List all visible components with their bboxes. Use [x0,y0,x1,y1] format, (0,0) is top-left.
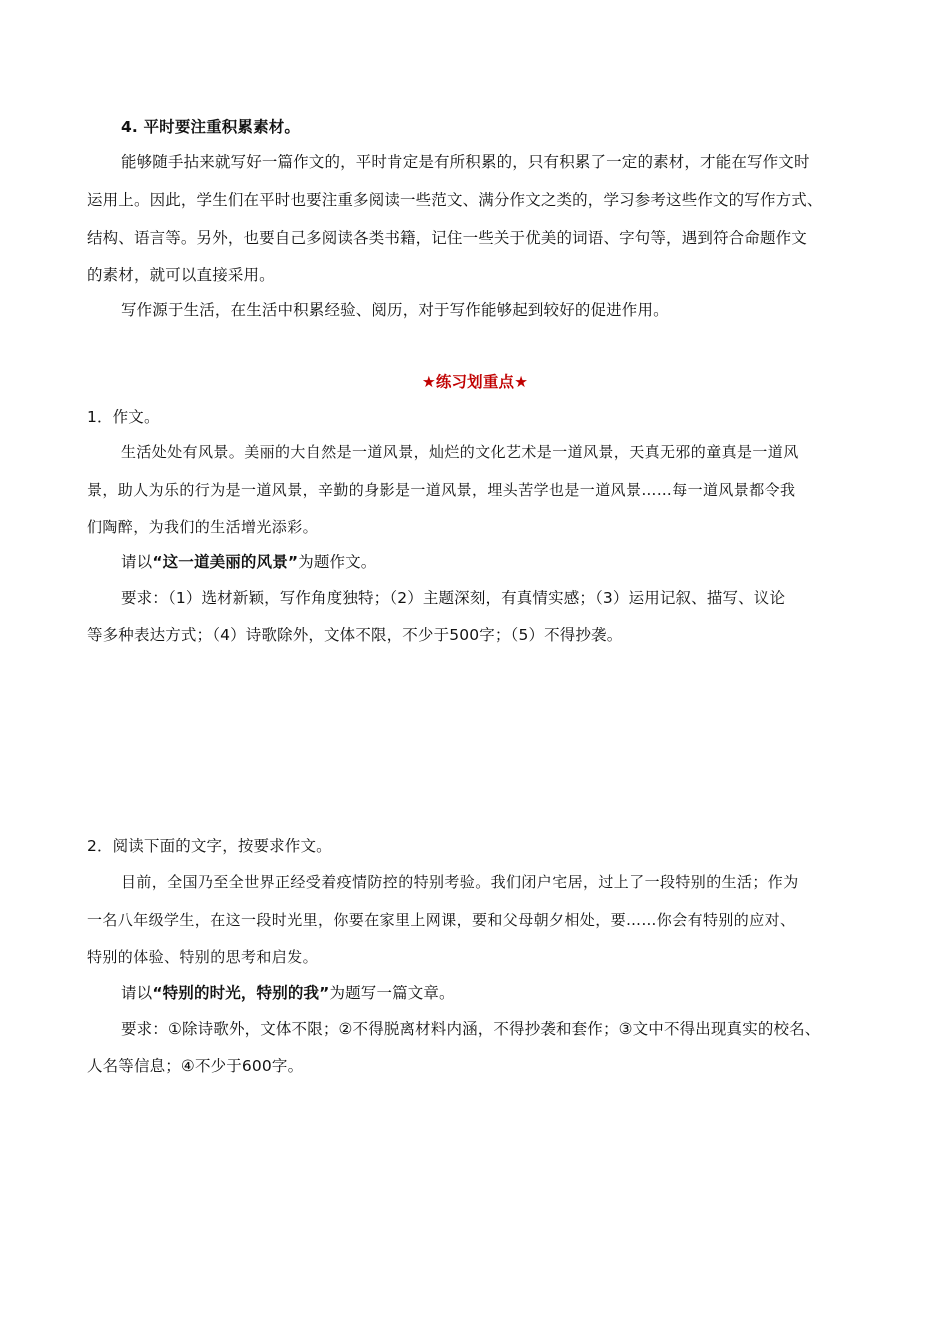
material-line: 们陶醉，为我们的生活增光添彩。 [87,518,319,536]
requirements-line: 等多种表达方式；（4）诗歌除外，文体不限，不少于500字；（5）不得抄袭。 [87,626,623,644]
essay-prompt [121,983,455,1003]
paragraph-line: 结构、语言等。另外，也要自己多阅读各类书籍，记住一些关于优美的词语、字句等，遇到符合命题作文 [87,229,807,247]
section-heading: 4. 平时要注重积累素材。 [121,118,301,136]
requirements-line: 要求：（1）选材新颖，写作角度独特；（2）主题深刻，有真情实感；（3）运用记叙、描写、议论 [121,589,786,607]
paragraph-line: 写作源于生活，在生活中积累经验、阅历，对于写作能够起到较好的促进作用。 [121,301,669,319]
requirements-line: 人名等信息；④不少于600字。 [87,1057,304,1075]
essay-title: “特别的时光，特别的我” [152,984,330,1002]
material-line: 一名八年级学生，在这一段时光里，你要在家里上网课，要和父母朝夕相处，要……你会有特别的应对、 [87,911,796,929]
material-line: 景，助人为乐的行为是一道风景，辛勤的身影是一道风景，埋头苦学也是一道风景……每一道风景都令我 [87,481,796,499]
paragraph-line: 能够随手拈来就写好一篇作文的，平时肯定是有所积累的，只有积累了一定的素材，才能在写作文时 [121,153,810,171]
prompt-text: 为题作文。 [298,553,377,571]
prompt-text: 请以 [121,553,153,571]
material-line: 生活处处有风景。美丽的大自然是一道风景，灿烂的文化艺术是一道风景，天真无邪的童真是一道风 [121,443,799,461]
question-label: 1．作文。 [87,408,160,426]
practice-title: ★练习划重点★ [421,373,529,391]
question-label: 2．阅读下面的文字，按要求作文。 [87,837,332,855]
prompt-text: 为题写一篇文章。 [329,984,455,1002]
material-line: 特别的体验、特别的思考和启发。 [87,948,319,966]
paragraph-line: 运用上。因此，学生们在平时也要注重多阅读一些范文、满分作文之类的，学习参考这些作文的写作方式、 [87,191,823,209]
essay-title: “这一道美丽的风景” [152,553,299,571]
requirements-line: 要求：①除诗歌外，文体不限；②不得脱离材料内涵，不得抄袭和套作；③文中不得出现真实的校名、 [121,1020,821,1038]
prompt-text: 请以 [121,984,153,1002]
material-line: 目前，全国乃至全世界正经受着疫情防控的特别考验。我们闭户宅居，过上了一段特别的生活；作为 [121,873,799,891]
paragraph-line: 的素材，就可以直接采用。 [87,266,275,284]
essay-prompt [121,552,376,572]
